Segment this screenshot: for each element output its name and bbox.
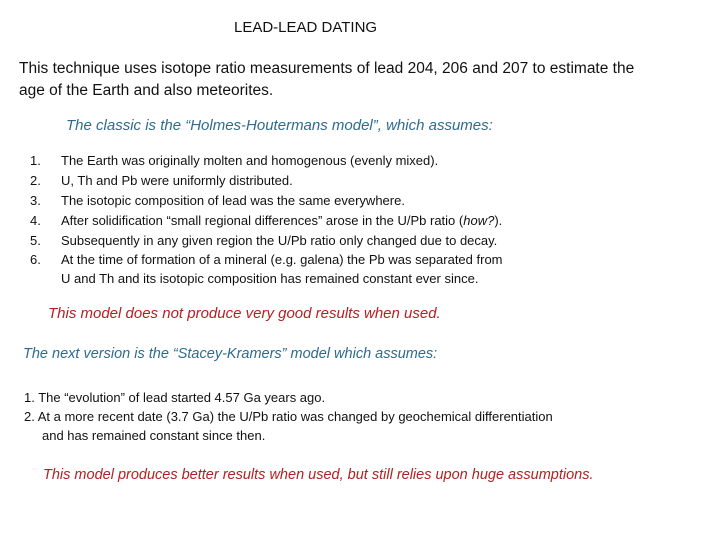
list-item-number: 3. xyxy=(30,193,41,208)
list-item-number: 4. xyxy=(30,213,41,228)
list-item: 2. At a more recent date (3.7 Ga) the U/Pb ratio was changed by geochemical differentiation xyxy=(24,409,553,424)
list-item-text: U, Th and Pb were uniformly distributed. xyxy=(61,173,293,188)
list-item-text: The isotopic composition of lead was the same everywhere. xyxy=(61,193,405,208)
stacey-verdict: This model produces better results when used, but still relies upon huge assumptions. xyxy=(43,467,594,483)
list-item-text: At the time of formation of a mineral (e.g. galena) the Pb was separated from xyxy=(61,252,503,267)
list-item-continuation: and has remained constant since then. xyxy=(42,428,266,443)
list-item-continuation: U and Th and its isotopic composition has remained constant ever since. xyxy=(61,271,479,286)
list-item-number: 5. xyxy=(30,233,41,248)
holmes-heading: The classic is the “Holmes-Houtermans model”, which assumes: xyxy=(66,117,493,134)
list-item-number: 6. xyxy=(30,252,41,267)
list-item-text: After solidification “small regional differences” arose in the U/Pb ratio (how?). xyxy=(61,213,503,228)
list-item-number: 1. xyxy=(30,153,41,168)
list-item-text: Subsequently in any given region the U/Pb ratio only changed due to decay. xyxy=(61,233,498,248)
list-item: 1. The “evolution” of lead started 4.57 Ga years ago. xyxy=(24,390,326,405)
list-item-text: The Earth was originally molten and homogenous (evenly mixed). xyxy=(61,153,439,168)
intro-line-2: age of the Earth and also meteorites. xyxy=(19,82,274,99)
intro-line-1: This technique uses isotope ratio measurements of lead 204, 206 and 207 to estimate the xyxy=(19,60,635,77)
list-item-number: 2. xyxy=(30,173,41,188)
stacey-heading: The next version is the “Stacey-Kramers” model which assumes: xyxy=(23,346,438,362)
holmes-verdict: This model does not produce very good results when used. xyxy=(48,305,441,322)
page-title: LEAD-LEAD DATING xyxy=(234,19,378,36)
